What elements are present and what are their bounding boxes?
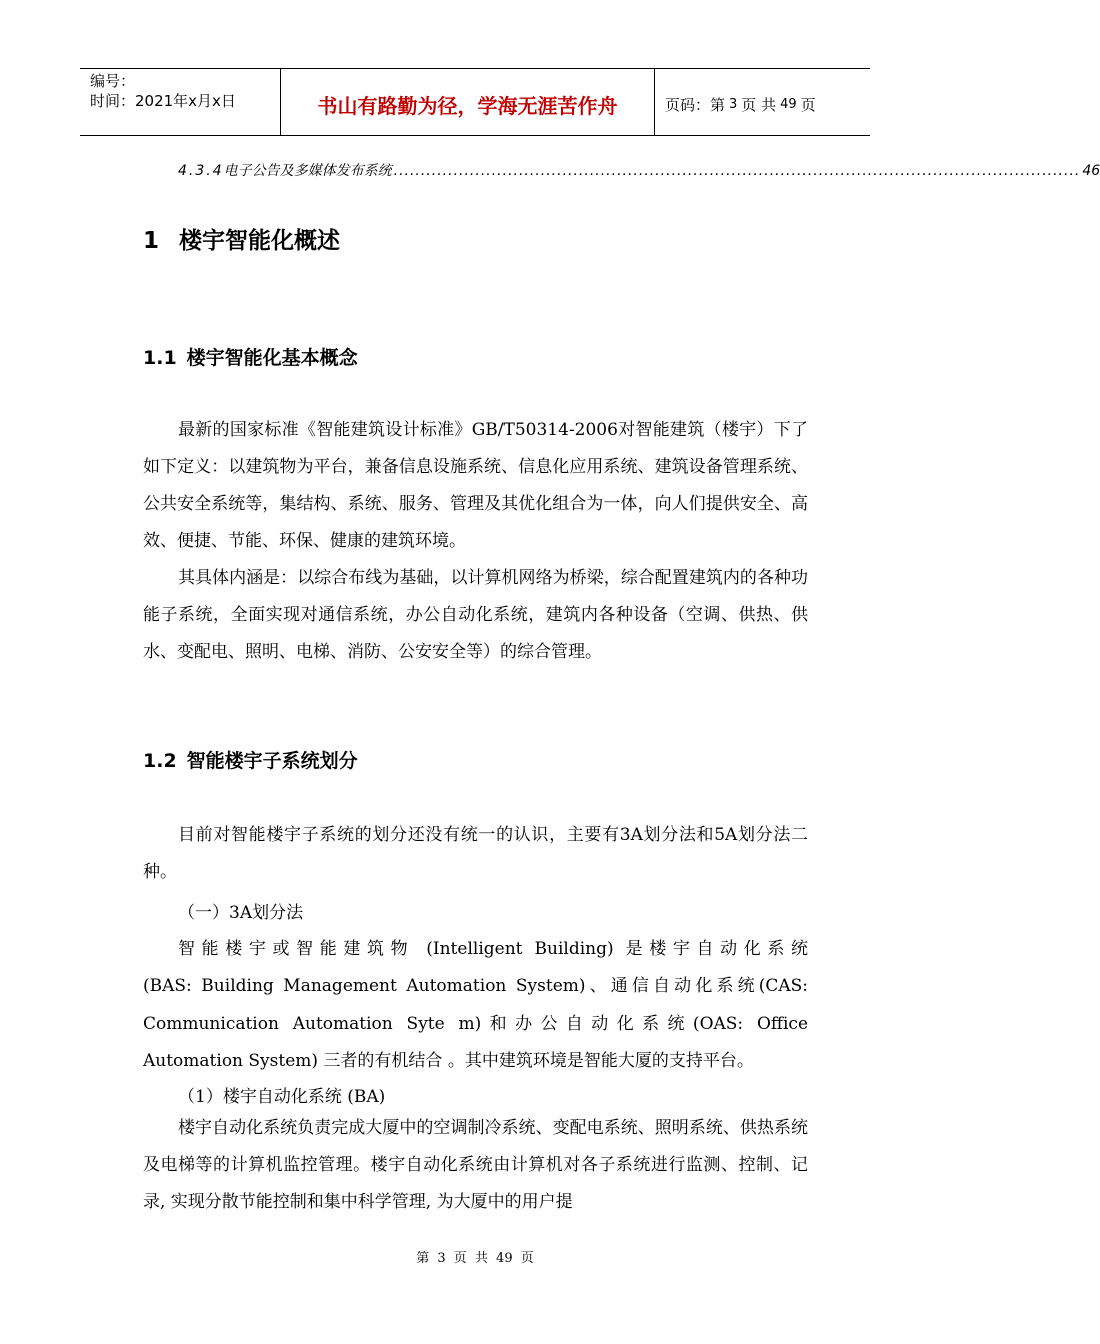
header-info-cell [80,69,281,135]
page-footer: 第 3 页 共 49 页 [416,1251,534,1266]
3a-definition-line-3: Communication Automation Syte m)和办公自动化系统(OAS: Office [143,1014,808,1034]
toc-entry-page: 46 [1082,163,1100,179]
header-page-indicator [655,69,870,135]
document-number-label: 编号： [90,72,136,90]
3a-definition-line-4: Automation System) 三者的有机结合 。其中建筑环境是智能大厦的支持平台。 [143,1051,754,1071]
section-1-1-heading [143,343,358,370]
section-1-2-title: 智能楼宇子系统划分 [186,750,358,772]
section-1-2-number: 1.2 [143,750,177,772]
subheading-ba: （1）楼宇自动化系统 (BA) [178,1087,386,1107]
toc-entry-title: 电子公告及多媒体发布系统 [223,163,392,179]
connotation-paragraph: 其具体内涵是：以综合布线为基础，以计算机网络为桥梁，综合配置建筑内的各种功能子系统，全面实现对通信系统，办公自动化系统，建筑内各种设备（空调、供热、供水、变配电、照明、电梯、消防、公安安全等）的综合管理。 [143,568,808,662]
subheading-3a: （一）3A划分法 [178,903,304,923]
toc-entry[interactable] [178,160,1100,180]
section-1-heading [143,222,340,255]
3a-definition-line-1: 智能楼宇或智能建筑物 (Intelligent Building) 是楼宇自动化系统 [178,939,808,959]
page-total: 49 [780,96,797,112]
section-1-2-heading [143,746,358,773]
section-1-title: 楼宇智能化概述 [179,228,341,254]
section-1-1-number: 1.1 [143,347,177,369]
page-suffix: 页 [800,95,816,114]
ba-paragraph: 楼宇自动化系统负责完成大厦中的空调制冷系统、变配电系统、照明系统、供热系统及电梯等的计算机监控管理。楼宇自动化系统由计算机对各子系统进行监测、控制、记录, 实现分散节能控制和集中科学管理, 为大厦中的用户提 [143,1118,808,1212]
page-middle: 页 共 [741,95,777,114]
toc-entry-number: 4.3.4 [178,163,224,179]
section-1-number: 1 [143,228,160,254]
3a-definition-line-2: (BAS: Building Management Automation System)、通信自动化系统(CAS: [143,976,808,996]
toc-entry-leader: .............................................................................................................................. [393,163,1081,179]
document-time-label: 时间：2021年x月x日 [90,92,236,110]
page-header [80,68,870,136]
header-motto: 书山有路勤为径，学海无涯苦作舟 [281,69,655,135]
subsystem-intro-paragraph: 目前对智能楼宇子系统的划分还没有统一的认识，主要有3A划分法和5A划分法二种。 [143,825,808,882]
page-current: 3 [729,96,738,112]
section-1-1-title: 楼宇智能化基本概念 [186,347,358,369]
page-prefix: 页码：第 [665,95,726,114]
definition-paragraph: 最新的国家标准《智能建筑设计标准》GB/T50314-2006对智能建筑（楼宇）下了如下定义：以建筑物为平台，兼备信息设施系统、信息化应用系统、建筑设备管理系统、公共安全系统等，集结构、系统、服务、管理及其优化组合为一体，向人们提供安全、高效、便捷、节能、环保、健康的建筑环境。 [143,420,808,551]
